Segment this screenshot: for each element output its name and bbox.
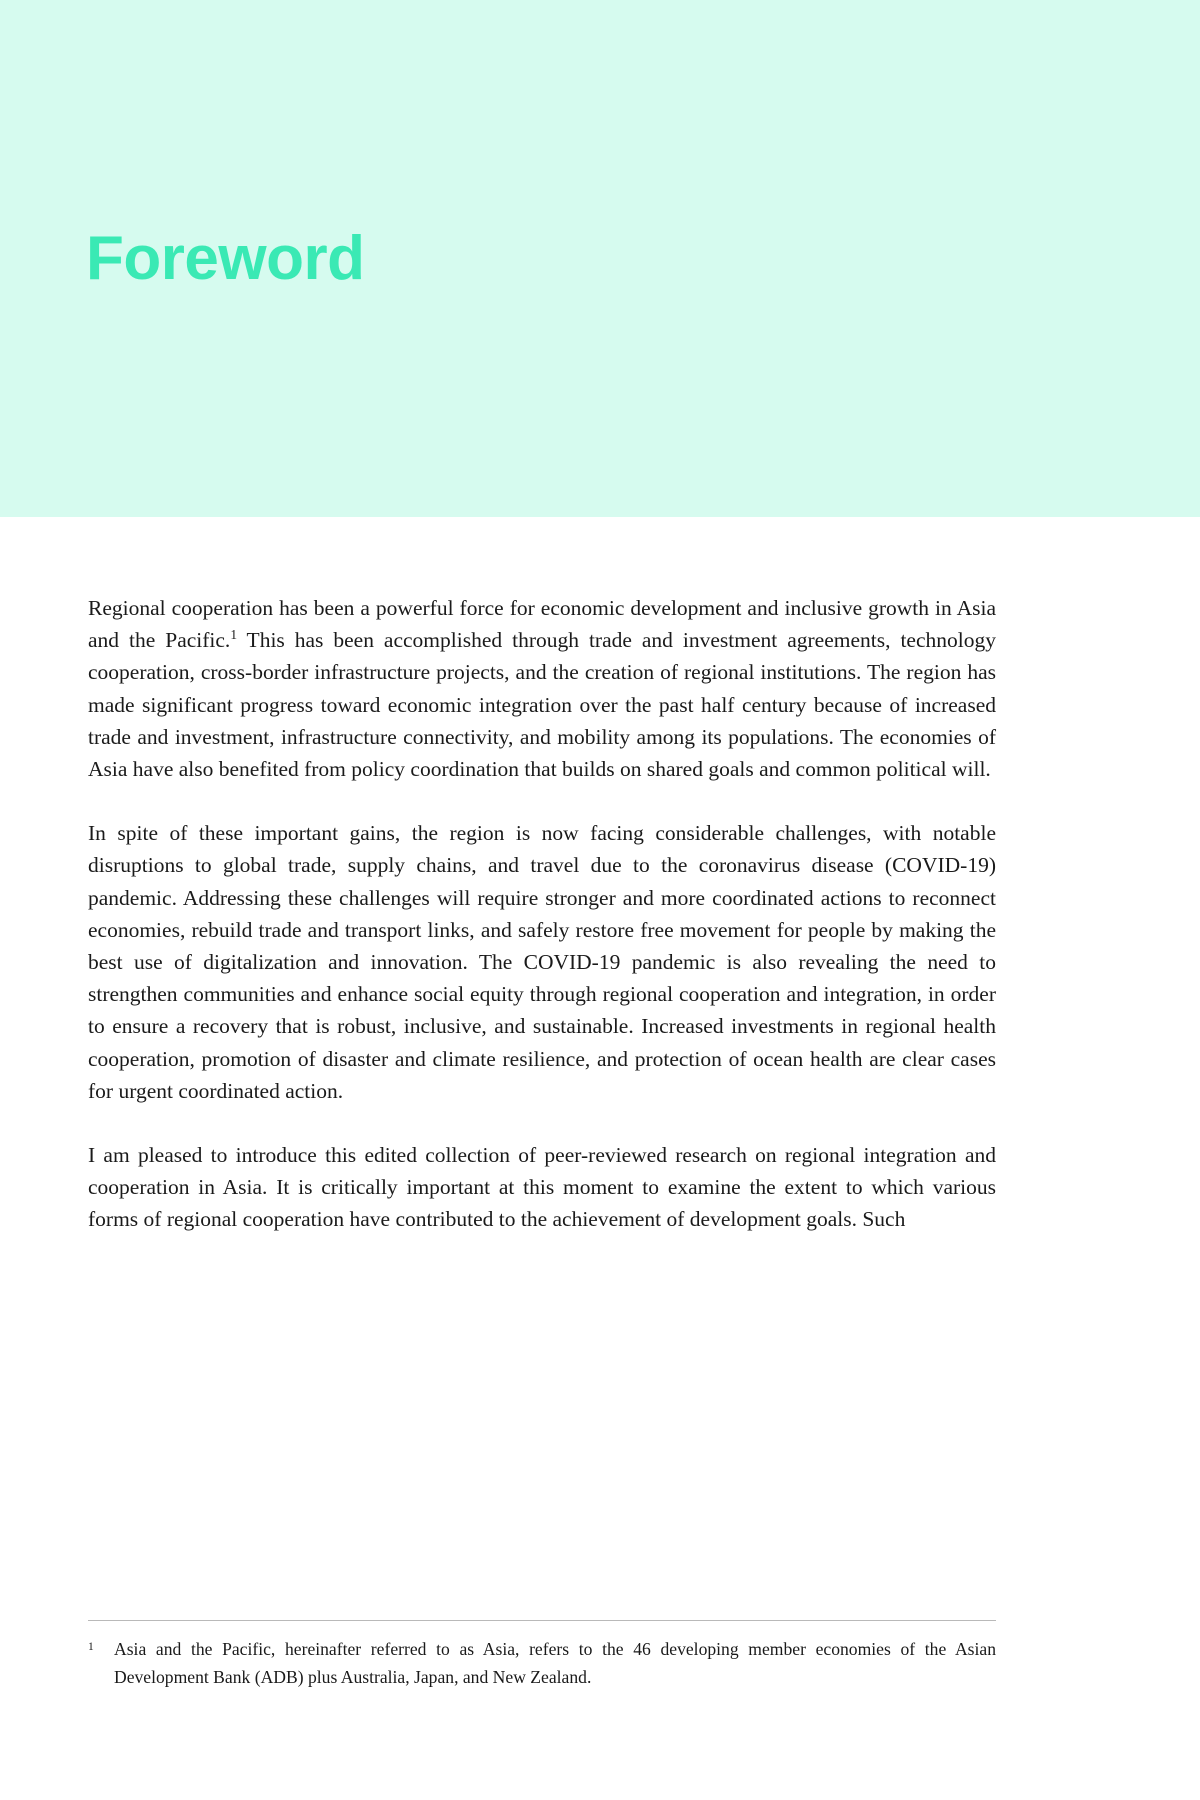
paragraph-3: I am pleased to introduce this edited collection of peer-reviewed research on regional integration and cooperation in Asia. It is critically important at this moment to examine the extent to which various forms of regional cooperation have contributed to the achievement of development goals. Such bbox=[88, 1143, 996, 1232]
footnote-reference-1[interactable]: 1 bbox=[230, 627, 237, 643]
footnote-text: Asia and the Pacific, hereinafter referred to as Asia, refers to the 46 developing member economies of the Asian Development Bank (ADB) plus Australia, Japan, and New Zealand. bbox=[114, 1639, 996, 1687]
paragraph-1-text-before-ref: Regional cooperation has been a powerful force for economic development and inclusive growth in Asia and the Pacific. bbox=[88, 596, 996, 653]
page-title: Foreword bbox=[86, 224, 365, 293]
footnote-area bbox=[88, 1620, 996, 1691]
footnote-separator-rule bbox=[88, 1620, 996, 1621]
footnote-marker: 1 bbox=[88, 1641, 94, 1653]
paragraph-1-text-after-ref: This has been accomplished through trade and investment agreements, technology cooperation, cross-border infrastructure projects, and the creation of regional institutions. The region has made significant progress toward economic integration over the past half century because of increased trade and investment, infrastructure connectivity, and mobility among its populations. The economies of Asia have also benefited from policy coordination that builds on shared goals and common political will. bbox=[88, 628, 996, 782]
chapter-header-banner bbox=[0, 0, 1200, 517]
body-text-column bbox=[88, 592, 996, 1236]
paragraph-2: In spite of these important gains, the region is now facing considerable challenges, with notable disruptions to global trade, supply chains, and travel due to the coronavirus disease (COVID-19) pandemic. Addressing these challenges will require stronger and more coordinated actions to reconnect economies, rebuild trade and transport links, and safely restore free movement for people by making the best use of digitalization and innovation. The COVID-19 pandemic is also revealing the need to strengthen communities and enhance social equity through regional cooperation and integration, in order to ensure a recovery that is robust, inclusive, and sustainable. Increased investments in regional health cooperation, promotion of disaster and climate resilience, and protection of ocean health are clear cases for urgent coordinated action. bbox=[88, 821, 996, 1103]
footnote-item bbox=[88, 1635, 996, 1691]
paragraph-1 bbox=[88, 592, 996, 785]
